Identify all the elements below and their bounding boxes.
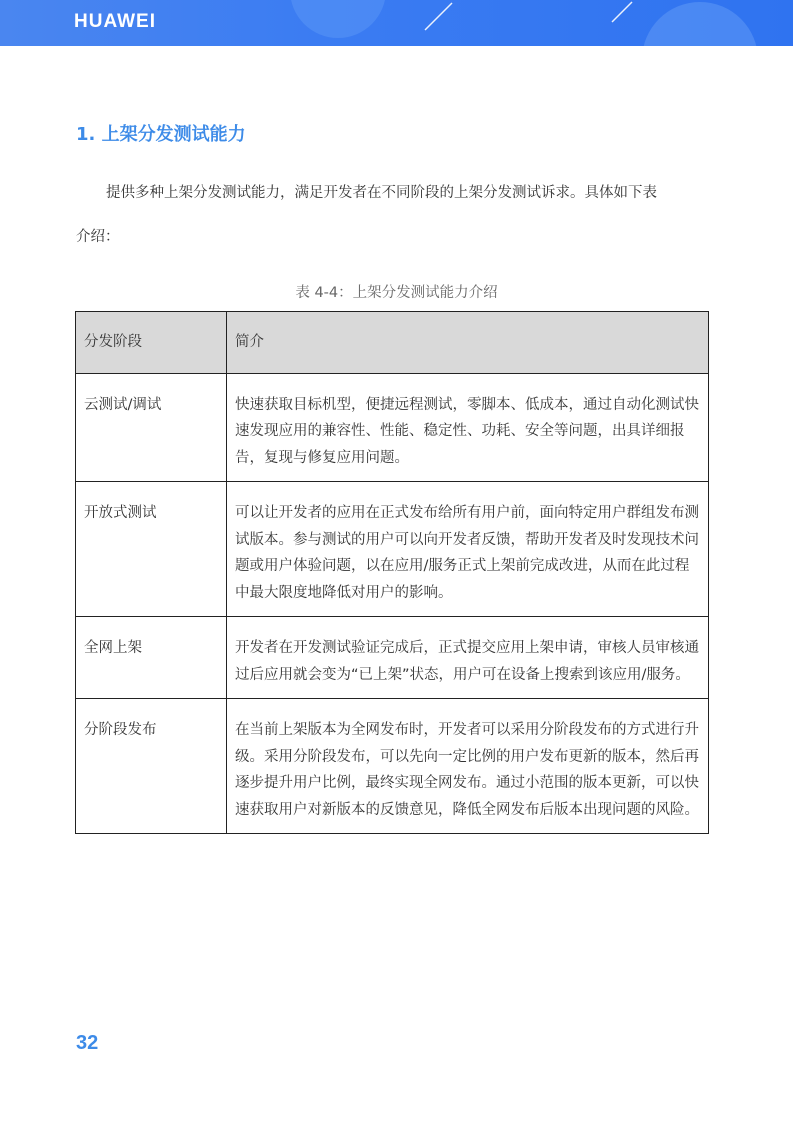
header-stage: 分发阶段 [76, 312, 227, 374]
section-title: 1. 上架分发测试能力 [76, 124, 246, 145]
row-stage: 分阶段发布 [76, 699, 227, 834]
table-caption: 表 4-4：上架分发测试能力介绍 [295, 285, 498, 301]
header-desc: 简介 [227, 312, 709, 374]
row-stage: 云测试/调试 [76, 373, 227, 482]
intro-line-1: 提供多种上架分发测试能力，满足开发者在不同阶段的上架分发测试诉求。具体如下表 [106, 185, 657, 201]
table-header-row [76, 312, 709, 374]
row-stage: 开放式测试 [76, 482, 227, 617]
row-desc: 可以让开发者的应用在正式发布给所有用户前，面向特定用户群组发布测试版本。参与测试的用户可以向开发者反馈，帮助开发者及时发现技术问题或用户体验问题，以在应用/服务正式上架前完成改进，从而在此过程中最大限度地降低对用户的影响。 [227, 482, 709, 617]
intro-line-2: 介绍： [76, 229, 120, 245]
table-row [76, 373, 709, 482]
decor-line-1 [425, 3, 452, 30]
row-desc: 在当前上架版本为全网发布时，开发者可以采用分阶段发布的方式进行升级。采用分阶段发布，可以先向一定比例的用户发布更新的版本，然后再逐步提升用户比例，最终实现全网发布。通过小范围的版本更新，可以快速获取用户对新版本的反馈意见，降低全网发布后版本出现问题的风险。 [227, 699, 709, 834]
row-desc: 开发者在开发测试验证完成后，正式提交应用上架申请，审核人员审核通过后应用就会变为“已上架”状态，用户可在设备上搜索到该应用/服务。 [227, 617, 709, 699]
decor-circle-right [642, 2, 758, 46]
intro-paragraph [76, 180, 721, 250]
table-row [76, 482, 709, 617]
table-row [76, 617, 709, 699]
huawei-logo-text: HUAWEI [74, 11, 156, 32]
decor-line-2 [612, 2, 632, 22]
row-desc: 快速获取目标机型，便捷远程测试，零脚本、低成本，通过自动化测试快速发现应用的兼容性、性能、稳定性、功耗、安全等问题，出具详细报告，复现与修复应用问题。 [227, 373, 709, 482]
page-number: 32 [76, 1032, 99, 1054]
row-stage: 全网上架 [76, 617, 227, 699]
capability-table [75, 311, 709, 834]
table-row [76, 699, 709, 834]
page-header-banner [0, 0, 793, 46]
decor-circle-left [290, 0, 386, 38]
